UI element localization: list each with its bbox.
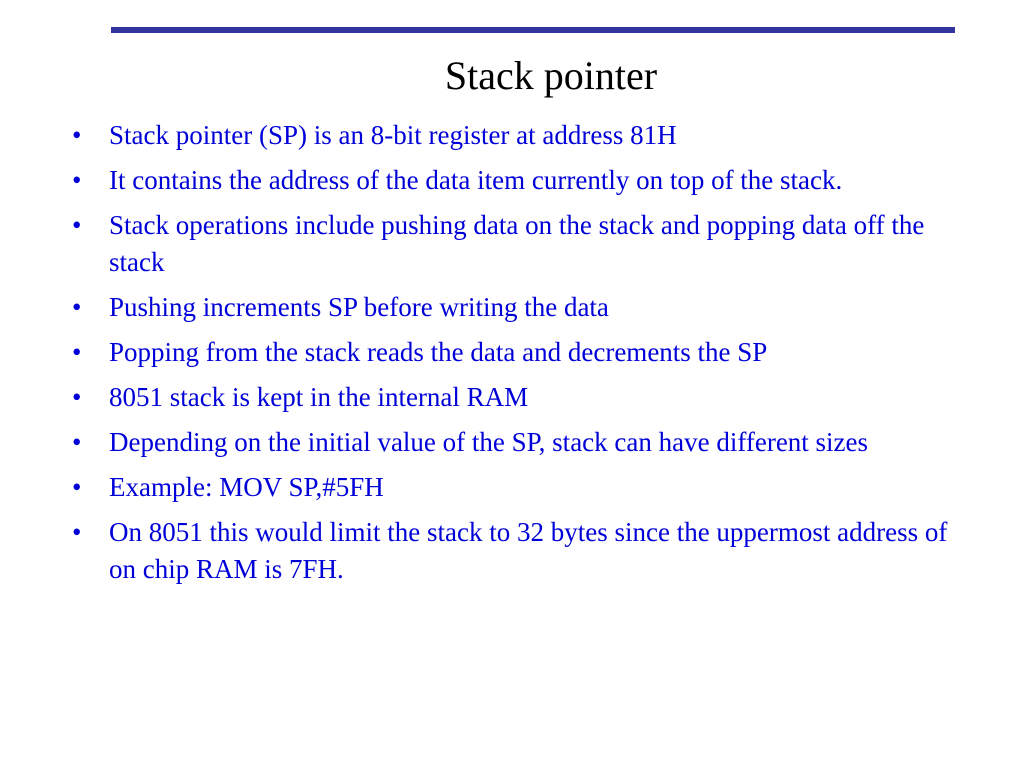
bullet-list (72, 117, 962, 596)
bullet-text: 8051 stack is kept in the internal RAM (109, 382, 529, 412)
bullet-text: It contains the address of the data item currently on top of the stack. (109, 165, 843, 195)
bullet-text: Stack operations include pushing data on the stack and popping data off the stack (109, 210, 925, 277)
bullet-icon: • (72, 210, 82, 240)
bullet-icon: • (72, 120, 82, 150)
bullet-text: Pushing increments SP before writing the data (109, 292, 609, 322)
bullet-icon: • (72, 427, 82, 457)
bullet-icon: • (72, 292, 82, 322)
bullet-text: Popping from the stack reads the data and decrements the SP (109, 337, 768, 367)
bullet-text: Stack pointer (SP) is an 8-bit register at address 81H (109, 120, 677, 150)
bullet-item (72, 334, 962, 371)
bullet-item (72, 424, 962, 461)
bullet-icon: • (72, 517, 82, 547)
bullet-item (72, 162, 962, 199)
bullet-item (72, 207, 962, 281)
bullet-text: Example: MOV SP,#5FH (109, 472, 384, 502)
bullet-item (72, 469, 962, 506)
bullet-icon: • (72, 472, 82, 502)
bullet-item (72, 379, 962, 416)
title-divider-rule (111, 27, 955, 33)
bullet-text: Depending on the initial value of the SP, stack can have different sizes (109, 427, 869, 457)
slide-title: Stack pointer (444, 53, 658, 98)
bullet-item (72, 289, 962, 326)
bullet-icon: • (72, 165, 82, 195)
bullet-item (72, 514, 962, 588)
bullet-icon: • (72, 337, 82, 367)
bullet-item (72, 117, 962, 154)
bullet-text: On 8051 this would limit the stack to 32 bytes since the uppermost address of on chip RAM is 7FH. (109, 517, 948, 584)
bullet-icon: • (72, 382, 82, 412)
